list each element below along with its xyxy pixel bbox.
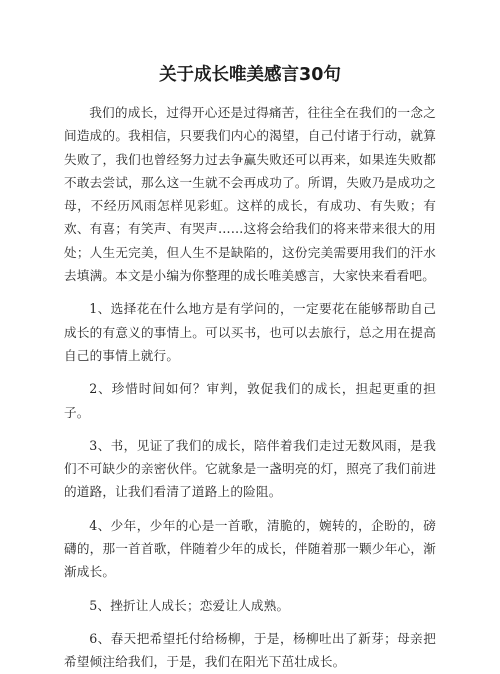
quote-paragraph-5: 5、挫折让人成长；恋爱让人成熟。 — [89, 597, 290, 613]
quote-paragraph-1: 1、选择花在什么地方是有学问的，一定要花在能够帮助自己成长的有意义的事情上。可以买书，也可以去旅行，总之用在提高自己的事情上就行。 — [64, 301, 436, 363]
quote-paragraph-4: 4、少年，少年的心是一首歌，清脆的，婉转的，企盼的，磅礴的，那一首首歌，伴随着少年的成长，伴随着那一颗少年心，渐渐成长。 — [64, 517, 436, 580]
quote-paragraph-2: 2、珍惜时间如何？审判，敦促我们的成长，担起更重的担子。 — [64, 381, 436, 420]
quote-paragraph-6: 6、春天把希望托付给杨柳，于是，杨柳吐出了新芽；母亲把希望倾注给我们，于是，我们在阳光下茁壮成长。 — [64, 630, 436, 670]
quote-paragraph-3: 3、书，见证了我们的成长，陪伴着我们走过无数风雨，是我们不可缺少的亲密伙伴。它就象是一盏明亮的灯，照亮了我们前进的道路，让我们看清了道路上的险阻。 — [64, 437, 436, 500]
intro-paragraph: 我们的成长，过得开心还是过得痛苦，往往全在我们的一念之间造成的。我相信，只要我们内心的渴望，自己付诸于行动，就算失败了，我们也曾经努力过去争赢失败还可以再来，如果连失败都不敢去尝试，那么这一生就不会再成功了。所谓，失败乃是成功之母，不经历风雨怎样见彩虹。这样的成长，有成功、有失败；有欢、有喜；有笑声、有哭声……这将会给我们的将来带来很大的用处；人生无完美，但人生不是缺陷的，这份完美需要用我们的汗水去填满。本文是小编为你整理的成长唯美感言，大家快来看看吧。 — [64, 105, 436, 284]
document-title: 关于成长唯美感言30句 — [159, 65, 341, 85]
